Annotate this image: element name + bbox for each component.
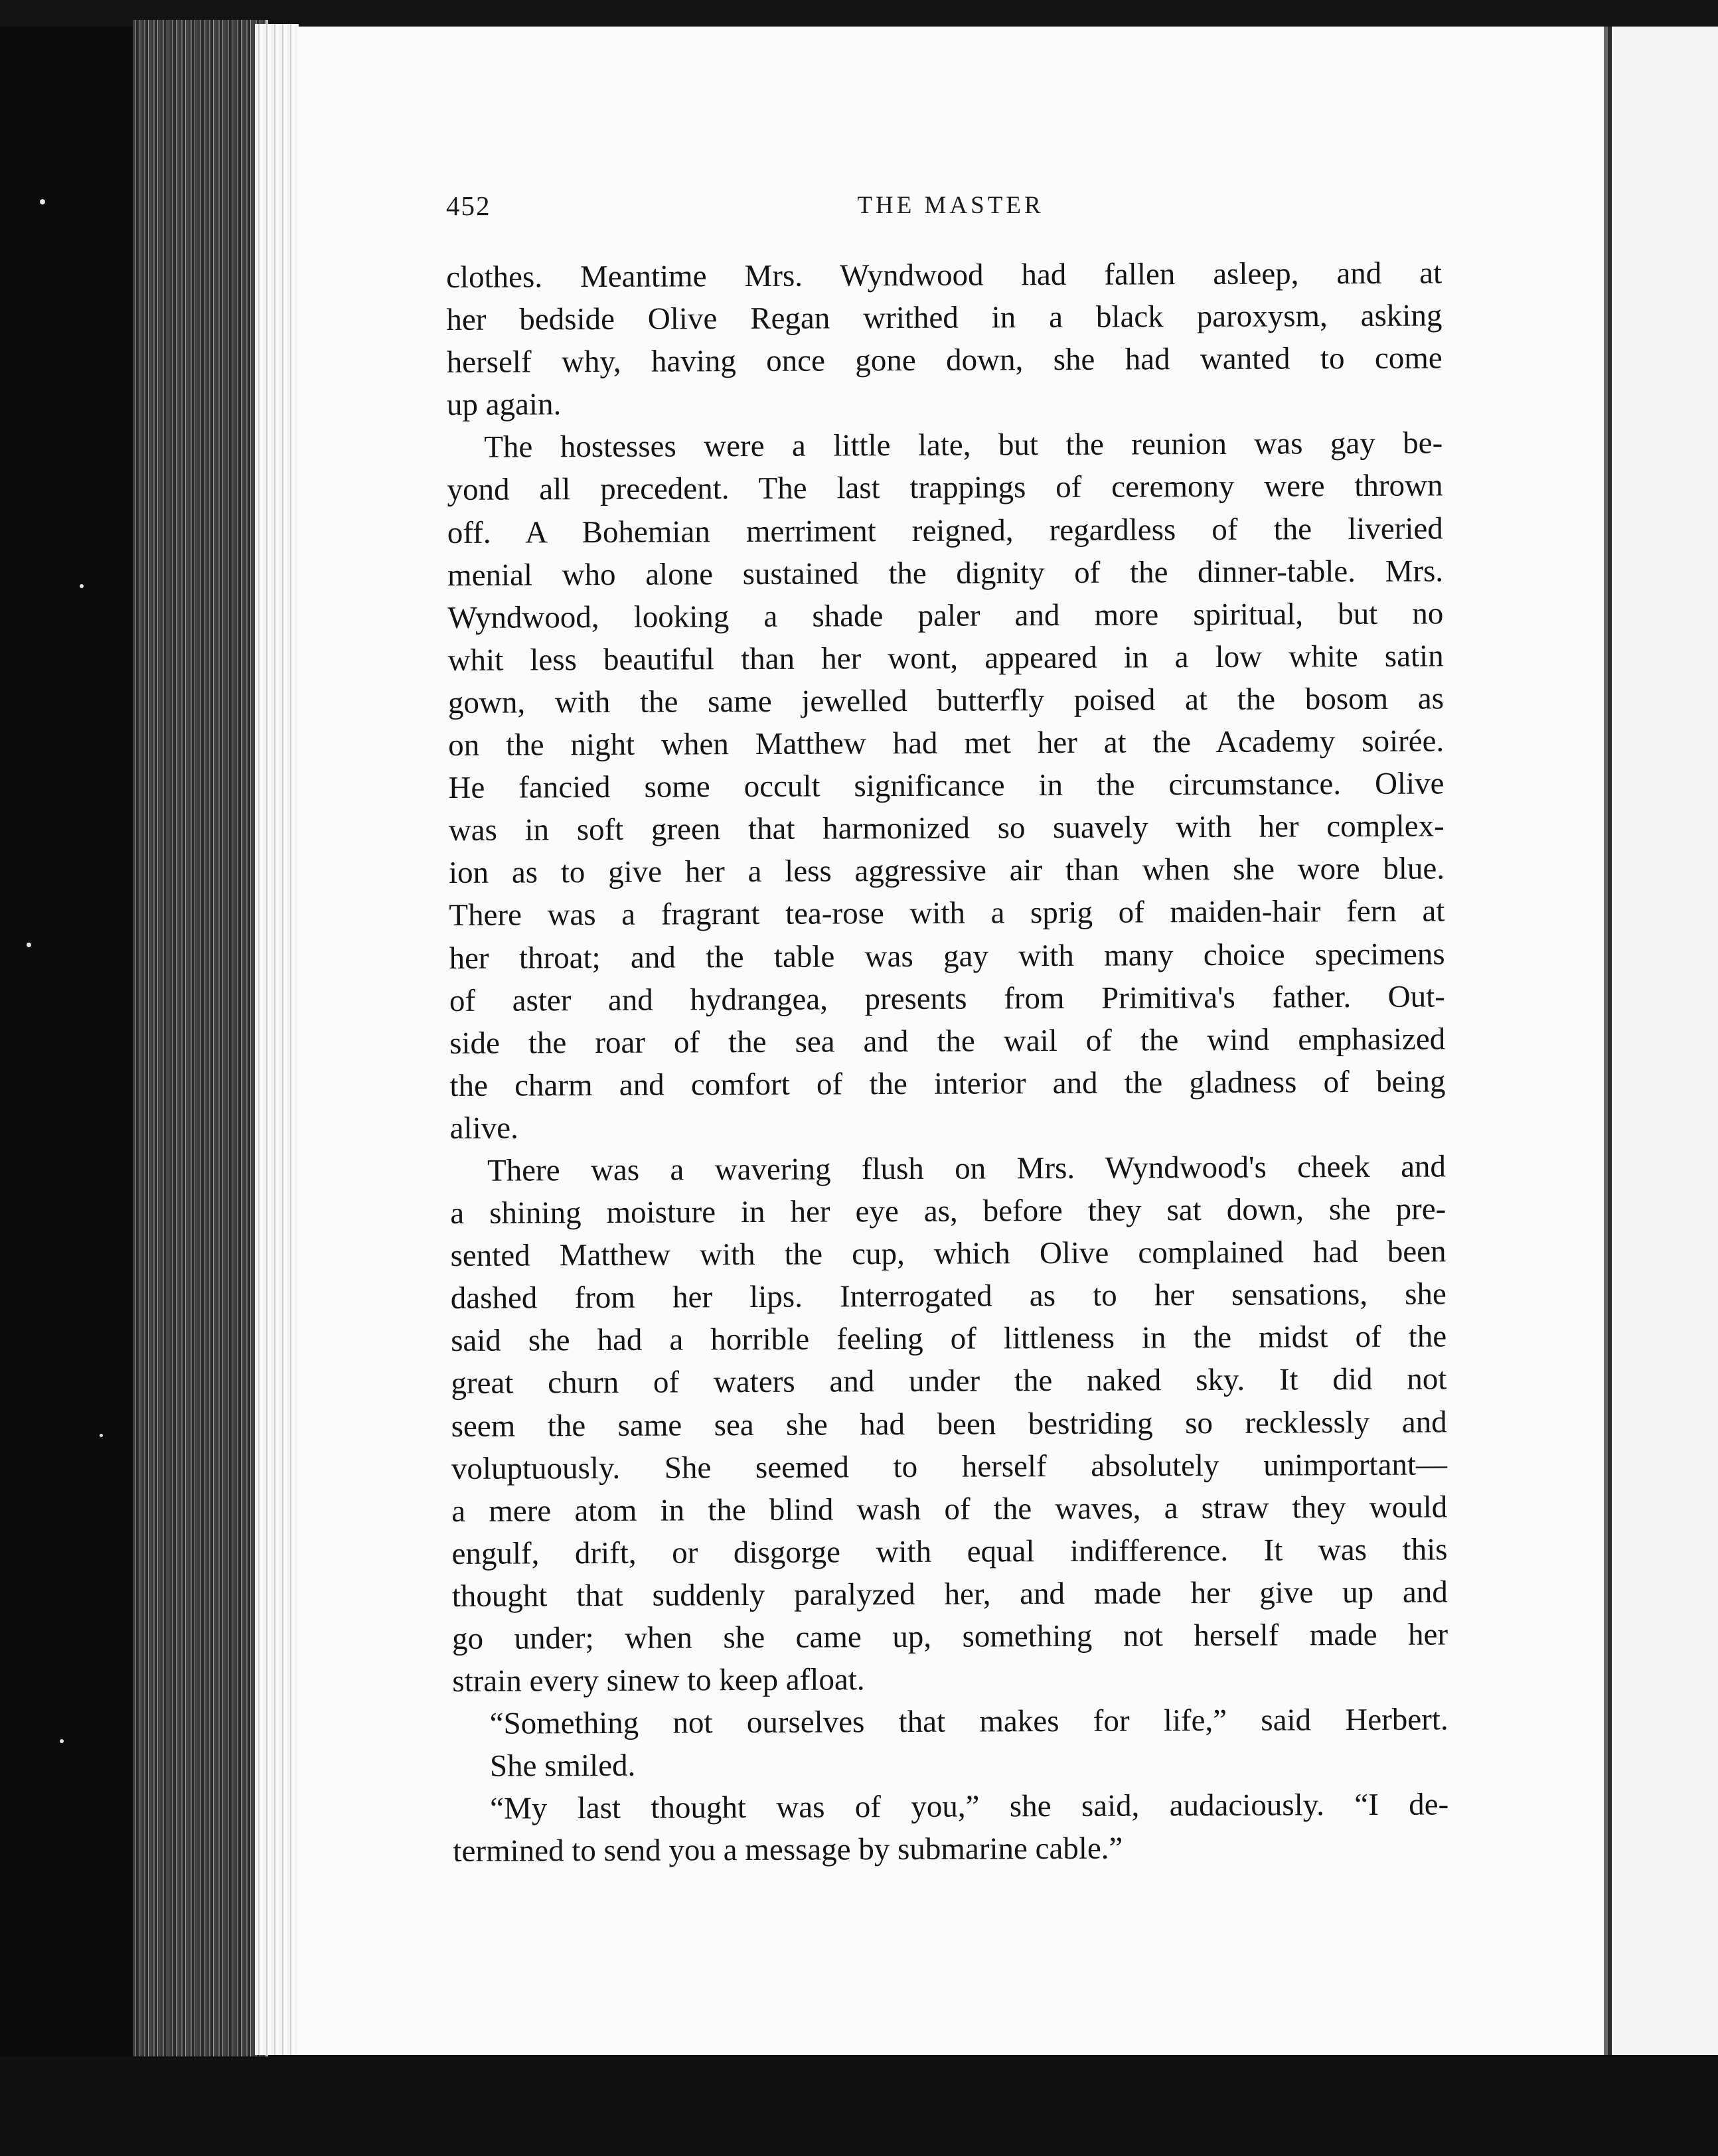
text-line: “Something not ourselves that makes for life,” said Herbert. [489,1702,1448,1741]
book-fore-edge [133,20,268,2058]
text-line: a shining moisture in her eye as, before they sat down, she pre- [450,1192,1446,1231]
text-line: side the roar of the sea and the wail of the wind emphasized [449,1022,1446,1061]
text-line: of aster and hydrangea, presents from Primitiva's father. Out- [449,979,1445,1018]
text-line: “My last thought was of you,” she said, audaciously. “I de- [490,1787,1449,1827]
running-title: THE MASTER [857,192,1044,219]
text-line: dashed from her lips. Interrogated as to her sensations, she [450,1276,1446,1316]
page-stack-edges [255,24,299,2055]
text-line: termined to send you a message by submarine cable.” [453,1831,1123,1869]
text-line: up again. [446,387,562,423]
text-line: There was a wavering flush on Mrs. Wyndwood's cheek and [487,1149,1446,1188]
text-line: said she had a horrible feeling of littleness in the midst of the [451,1319,1447,1359]
dust-speck [60,1739,64,1743]
text-line: great churn of waters and under the naked sky. It did not [451,1361,1447,1401]
scan-bottom-border [0,2056,1718,2156]
text-line: alive. [449,1111,518,1146]
text-line: strain every sinew to keep afloat. [452,1662,865,1699]
text-line: her bedside Olive Regan writhed in a black paroxysm, asking [446,298,1443,338]
dust-speck [100,1434,103,1437]
page-number: 452 [446,191,491,221]
facing-page-edge [1608,27,1718,2055]
text-line: on the night when Matthew had met her at the Academy soirée. [448,724,1445,763]
running-head [446,190,1455,230]
dust-speck [27,943,31,947]
text-line: off. A Bohemian merriment reigned, regardless of the liveried [447,511,1443,550]
text-line: herself why, having once gone down, she had wanted to come [446,341,1443,380]
text-line: gown, with the same jewelled butterfly poised at the bosom as [447,681,1445,720]
text-line: menial who alone sustained the dignity of the dinner-table. Mrs. [447,554,1444,593]
text-line: She smiled. [489,1748,636,1784]
text-line: was in soft green that harmonized so suavely with her complex- [448,809,1445,848]
text-line: The hostesses were a little late, but the reunion was gay be- [484,425,1443,465]
text-line: Wyndwood, looking a shade paler and more spiritual, but no [447,596,1444,635]
text-line: sented Matthew with the cup, which Olive complained had been [450,1234,1446,1274]
dust-speck [80,584,84,588]
text-line: go under; when she came up, something not herself made her [451,1617,1448,1656]
text-line: her throat; and the table was gay with many choice specimens [449,936,1445,976]
text-line: thought that suddenly paralyzed her, and made her give up and [451,1575,1448,1614]
text-line: the charm and comfort of the interior and the gladness of being [449,1064,1446,1103]
text-line: There was a fragrant tea-rose with a sprig of maiden-hair fern at [449,893,1445,933]
text-line: yond all precedent. The last trappings of ceremony were thrown [447,468,1443,508]
body-text [446,252,1449,1873]
dust-speck [40,199,45,204]
text-line: ion as to give her a less aggressive air than when she wore blue. [448,851,1445,891]
text-line: voluptuously. She seemed to herself absolutely unimportant— [451,1447,1448,1486]
text-line: He fancied some occult significance in the circumstance. Olive [448,766,1445,806]
text-line: whit less beautiful than her wont, appeared in a low white satin [447,639,1444,678]
text-line: a mere atom in the blind wash of the waves, a straw they would [451,1490,1448,1529]
text-line: clothes. Meantime Mrs. Wyndwood had fallen asleep, and at [446,256,1443,295]
text-line: engulf, drift, or disgorge with equal indifference. It was this [451,1532,1448,1571]
text-line: seem the same sea she had been bestriding so recklessly and [451,1404,1447,1444]
